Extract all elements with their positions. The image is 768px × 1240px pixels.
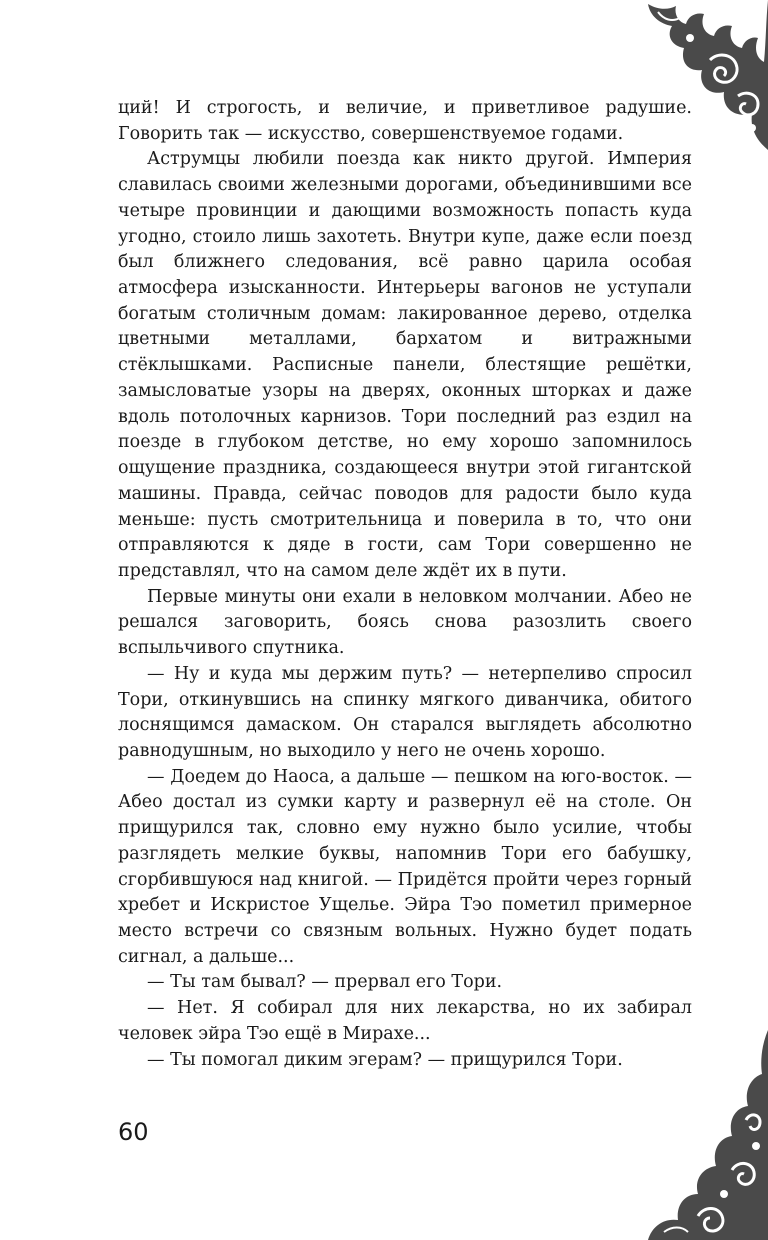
page-number: 60 — [118, 1118, 149, 1146]
paragraph: — Нет. Я собирал для них лекарства, но их забирал человек эйра Тэо ещё в Мирахе... — [118, 998, 692, 1044]
paragraph: ций! И строгость, и величие, и приветливое радушие. Говорить так — искусство, совершенствуемое годами. — [118, 98, 692, 144]
paragraph: — Ты помогал диким эгерам? — прищурился Тори. — [147, 1049, 623, 1070]
body-text — [118, 96, 692, 1073]
paragraph: — Ну и куда мы держим путь? — нетерпеливо спросил Тори, откинувшись на спинку мягкого диванчика, обитого лоснящимся дамаском. Он старался выглядеть абсолютно равнодушным, но выходило у него не очень хорошо. — [118, 663, 692, 761]
paragraph: — Ты там бывал? — прервал его Тори. — [147, 972, 503, 993]
paragraph: Первые минуты они ехали в неловком молчании. Абео не решался заговорить, боясь снова разозлить своего вспыльчивого спутника. — [118, 586, 692, 659]
paragraph: Аструмцы любили поезда как никто другой. Империя славилась своими железными дорогами, объединившими все четыре провинции и дающими возможность попасть куда угодно, стоило лишь захотеть. Внутри купе, даже если поезд был ближнего следования, всё равно царила особая атмосфера изысканности. Интерьеры вагонов не уступали богатым столичным домам: лакированное дерево, отделка цветными металлами, бархатом и витражными стёклышками. Расписные панели, блестящие решётки, замысловатые узоры на дверях, оконных шторках и даже вдоль потолочных карнизов. Тори последний раз ездил на поезде в глубоком детстве, но ему хорошо запомнилось ощущение праздника, создающееся внутри этой гигантской машины. Правда, сейчас поводов для радости было куда меньше: пусть смотрительница и поверила в то, что они отправляются к дяде в гости, сам Тори совершенно не представлял, что на самом деле ждёт их в пути. — [118, 149, 692, 581]
paragraph: — Доедем до Наоса, а дальше — пешком на юго-восток. — Абео достал из сумки карту и развернул её на столе. Он прищурился так, словно ему нужно было усилие, чтобы разглядеть мелкие буквы, напомнив Тори его бабушку, сгорбившуюся над книгой. — Придётся пройти через горный хребет и Искристое Ущелье. Эйра Тэо пометил примерное место встречи со связным вольных. Нужно будет подать сигнал, а дальше... — [118, 766, 692, 967]
